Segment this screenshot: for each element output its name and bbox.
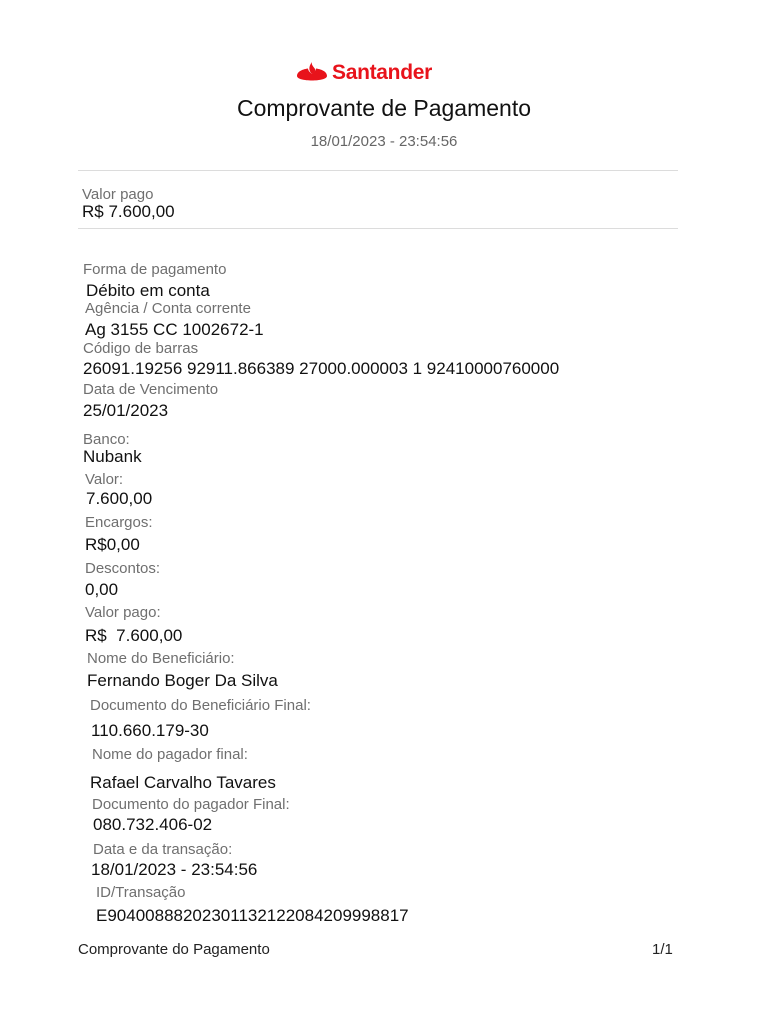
field-label-encargos: Encargos: [85, 514, 153, 531]
field-value-valor-pago: R$ 7.600,00 [85, 626, 183, 645]
page-number: 1/1 [652, 941, 673, 958]
field-label-valor-pago: Valor pago: [85, 604, 161, 621]
field-value-documento-pagador: 080.732.406-02 [93, 815, 213, 834]
field-label-documento-pagador: Documento do pagador Final: [92, 796, 290, 813]
field-value-data-vencimento: 25/01/2023 [83, 401, 169, 420]
brand-name: Santander [332, 61, 432, 84]
field-label-id-transacao: ID/Transação [96, 884, 186, 901]
field-label-valor: Valor: [85, 471, 124, 488]
summary-value: R$ 7.600,00 [82, 202, 175, 221]
field-value-codigo-barras: 26091.19256 92911.866389 27000.000003 1 92410000760000 [83, 359, 560, 378]
footer-title: Comprovante do Pagamento [78, 941, 270, 958]
field-label-forma-pagamento: Forma de pagamento [83, 261, 227, 278]
field-value-documento-beneficiario: 110.660.179-30 [91, 721, 209, 740]
field-label-nome-beneficiario: Nome do Beneficiário: [87, 650, 235, 667]
field-label-documento-beneficiario: Documento do Beneficiário Final: [90, 697, 311, 714]
santander-logo [296, 58, 432, 88]
field-value-banco: Nubank [83, 447, 142, 466]
field-value-data-transacao: 18/01/2023 - 23:54:56 [91, 860, 258, 879]
field-label-data-transacao: Data e da transação: [93, 841, 233, 858]
divider-bottom [78, 228, 678, 229]
field-label-nome-pagador: Nome do pagador final: [92, 746, 248, 763]
receipt-datetime: 18/01/2023 - 23:54:56 [310, 133, 458, 150]
field-value-nome-pagador: Rafael Carvalho Tavares [90, 773, 276, 792]
field-value-forma-pagamento: Débito em conta [86, 281, 210, 300]
field-value-descontos: 0,00 [85, 580, 119, 599]
field-value-nome-beneficiario: Fernando Boger Da Silva [87, 671, 278, 690]
field-label-data-vencimento: Data de Vencimento [83, 381, 219, 398]
field-value-agencia-conta: Ag 3155 CC 1002672-1 [85, 320, 264, 339]
field-value-id-transacao: E90400888202301132122084209998817 [96, 906, 409, 925]
field-label-banco: Banco: [83, 431, 130, 448]
divider-top [78, 170, 678, 171]
field-value-encargos: R$0,00 [85, 535, 140, 554]
field-label-descontos: Descontos: [85, 560, 161, 577]
field-label-codigo-barras: Código de barras [83, 340, 199, 357]
field-value-valor: 7.600,00 [86, 489, 153, 508]
page-title: Comprovante de Pagamento [236, 95, 532, 121]
summary-label: Valor pago [82, 186, 154, 203]
field-label-agencia-conta: Agência / Conta corrente [85, 300, 251, 317]
santander-flame-icon [296, 60, 328, 86]
